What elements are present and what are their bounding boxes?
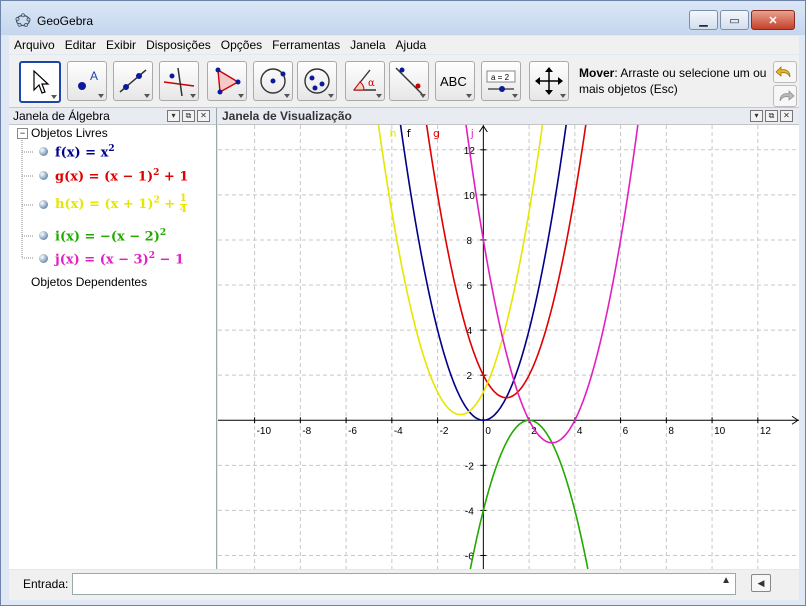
panel-close-icon[interactable]: ✕	[780, 110, 793, 122]
free-objects-header[interactable]: Objetos Livres	[31, 126, 108, 140]
algebra-view	[9, 108, 217, 569]
x-tick-label: 10	[714, 426, 726, 438]
svg-text:A: A	[90, 69, 99, 83]
left-arrow-icon: ◀	[757, 578, 765, 588]
redo-button[interactable]	[773, 85, 797, 107]
undo-button[interactable]	[773, 61, 797, 83]
algebra-view-header	[9, 108, 216, 125]
collapse-toggle-icon[interactable]: −	[17, 128, 28, 139]
x-tick-label: -2	[439, 426, 449, 438]
y-tick-label: -4	[464, 506, 474, 518]
curve-label-g: g	[433, 127, 441, 140]
fraction-one-quarter: $\frac{1}{4}$	[179, 193, 187, 215]
panel-menu-icon[interactable]: ▾	[167, 110, 180, 122]
curve-label-h: h	[389, 127, 397, 140]
move-tool-button[interactable]	[19, 61, 61, 103]
svg-text:α: α	[368, 78, 375, 89]
graphics-view-header	[218, 108, 799, 125]
input-field[interactable]	[72, 573, 736, 595]
minimize-button[interactable]	[689, 10, 718, 30]
tool-help-title: Mover	[579, 66, 615, 80]
input-history-icon[interactable]: ▲	[721, 575, 731, 586]
curve-h	[373, 125, 547, 415]
menu-bar	[9, 36, 799, 54]
undo-icon	[774, 62, 796, 82]
dependent-objects-header[interactable]: Objetos Dependentes	[31, 275, 148, 289]
y-tick-label: -2	[464, 461, 474, 473]
angle-tool-button[interactable]	[345, 61, 385, 101]
algebra-view-title: Janela de Álgebra	[13, 109, 110, 123]
menu-ajuda[interactable]: Ajuda	[395, 38, 427, 52]
visibility-toggle-j[interactable]	[39, 254, 48, 263]
panel-menu-icon[interactable]: ▾	[750, 110, 763, 122]
x-tick-label: -6	[348, 426, 358, 438]
line-tool-button[interactable]	[113, 61, 153, 101]
x-tick-label: -4	[393, 426, 403, 438]
x-tick-label: 8	[668, 426, 674, 438]
title-bar	[1, 1, 805, 35]
algebra-item-g[interactable]: $g(x) = (x - 1)^2 + 1$	[55, 168, 189, 185]
svg-text:ABC: ABC	[440, 74, 467, 89]
point-tool-button[interactable]	[67, 61, 107, 101]
slider-tool-button[interactable]	[481, 61, 521, 101]
algebra-item-h[interactable]: $h(x) = (x + 1)^2$ + $\frac{1}{4}$	[55, 193, 187, 215]
undock-icon[interactable]: ⧉	[182, 110, 195, 122]
maximize-icon: ▭	[729, 14, 740, 27]
reflect-tool-button[interactable]	[389, 61, 429, 101]
y-tick-label: 10	[463, 190, 475, 202]
redo-icon	[774, 86, 796, 106]
conic-tool-button[interactable]	[297, 61, 337, 101]
close-button[interactable]	[751, 10, 795, 30]
visibility-toggle-g[interactable]	[39, 171, 48, 180]
y-tick-label: -6	[464, 551, 474, 563]
menu-disposicoes[interactable]: Disposições	[146, 38, 211, 52]
graphics-view[interactable]	[218, 108, 799, 569]
menu-exibir[interactable]: Exibir	[106, 38, 137, 52]
undock-icon[interactable]: ⧉	[765, 110, 778, 122]
window-title: GeoGebra	[37, 14, 94, 28]
x-tick-label: 12	[759, 426, 771, 438]
close-icon: ✕	[768, 14, 778, 27]
tool-help-text	[579, 65, 769, 97]
visibility-toggle-h[interactable]	[39, 200, 48, 209]
x-tick-label: -8	[302, 426, 312, 438]
polygon-tool-button[interactable]	[207, 61, 247, 101]
curve-label-f: f	[406, 127, 411, 140]
graphics-view-title: Janela de Visualização	[222, 109, 352, 123]
x-tick-label: 2	[531, 426, 537, 438]
menu-editar[interactable]: Editar	[64, 38, 97, 52]
input-label: Entrada:	[23, 577, 69, 591]
graph-canvas[interactable]	[218, 125, 799, 569]
menu-janela[interactable]: Janela	[350, 38, 386, 52]
menu-opcoes[interactable]: Opções	[220, 38, 263, 52]
x-tick-label: 4	[576, 426, 583, 438]
y-tick-label: 8	[466, 235, 473, 247]
circle-tool-button[interactable]	[253, 61, 293, 101]
menu-arquivo[interactable]: Arquivo	[14, 38, 55, 52]
menu-ferramentas[interactable]: Ferramentas	[272, 38, 341, 52]
geogebra-logo-icon	[15, 12, 31, 28]
visibility-toggle-f[interactable]	[39, 147, 48, 156]
visibility-toggle-i[interactable]	[39, 231, 48, 240]
y-tick-label: 2	[466, 371, 473, 383]
x-tick-label: 6	[622, 426, 629, 438]
x-tick-label: -10	[256, 426, 272, 438]
y-tick-label: 6	[466, 281, 473, 293]
text-tool-button[interactable]	[435, 61, 475, 101]
perpendicular-line-tool-button[interactable]	[159, 61, 199, 101]
y-tick-label: 4	[466, 326, 473, 338]
x-tick-label: 0	[485, 426, 491, 438]
curve-label-j: j	[470, 127, 474, 140]
maximize-button[interactable]	[720, 10, 749, 30]
svg-text:a = 2: a = 2	[491, 73, 510, 82]
input-help-button[interactable]	[751, 574, 771, 592]
curve-j	[461, 125, 643, 443]
panel-close-icon[interactable]: ✕	[197, 110, 210, 122]
move-view-tool-button[interactable]	[529, 61, 569, 101]
y-tick-label: 12	[463, 145, 475, 157]
algebra-item-f[interactable]: $f(x) = x^2$	[55, 144, 115, 161]
tool-help-description: : Arraste ou selecione um ou mais objetos (Esc)	[579, 66, 767, 96]
toolbar	[9, 55, 799, 108]
minimize-icon: ▁	[699, 14, 708, 27]
algebra-item-i[interactable]: $i(x) = -(x - 2)^2$	[55, 228, 167, 245]
input-bar	[9, 570, 799, 600]
algebra-item-j[interactable]: $j(x) = (x - 3)^2 - 1$	[55, 251, 185, 268]
